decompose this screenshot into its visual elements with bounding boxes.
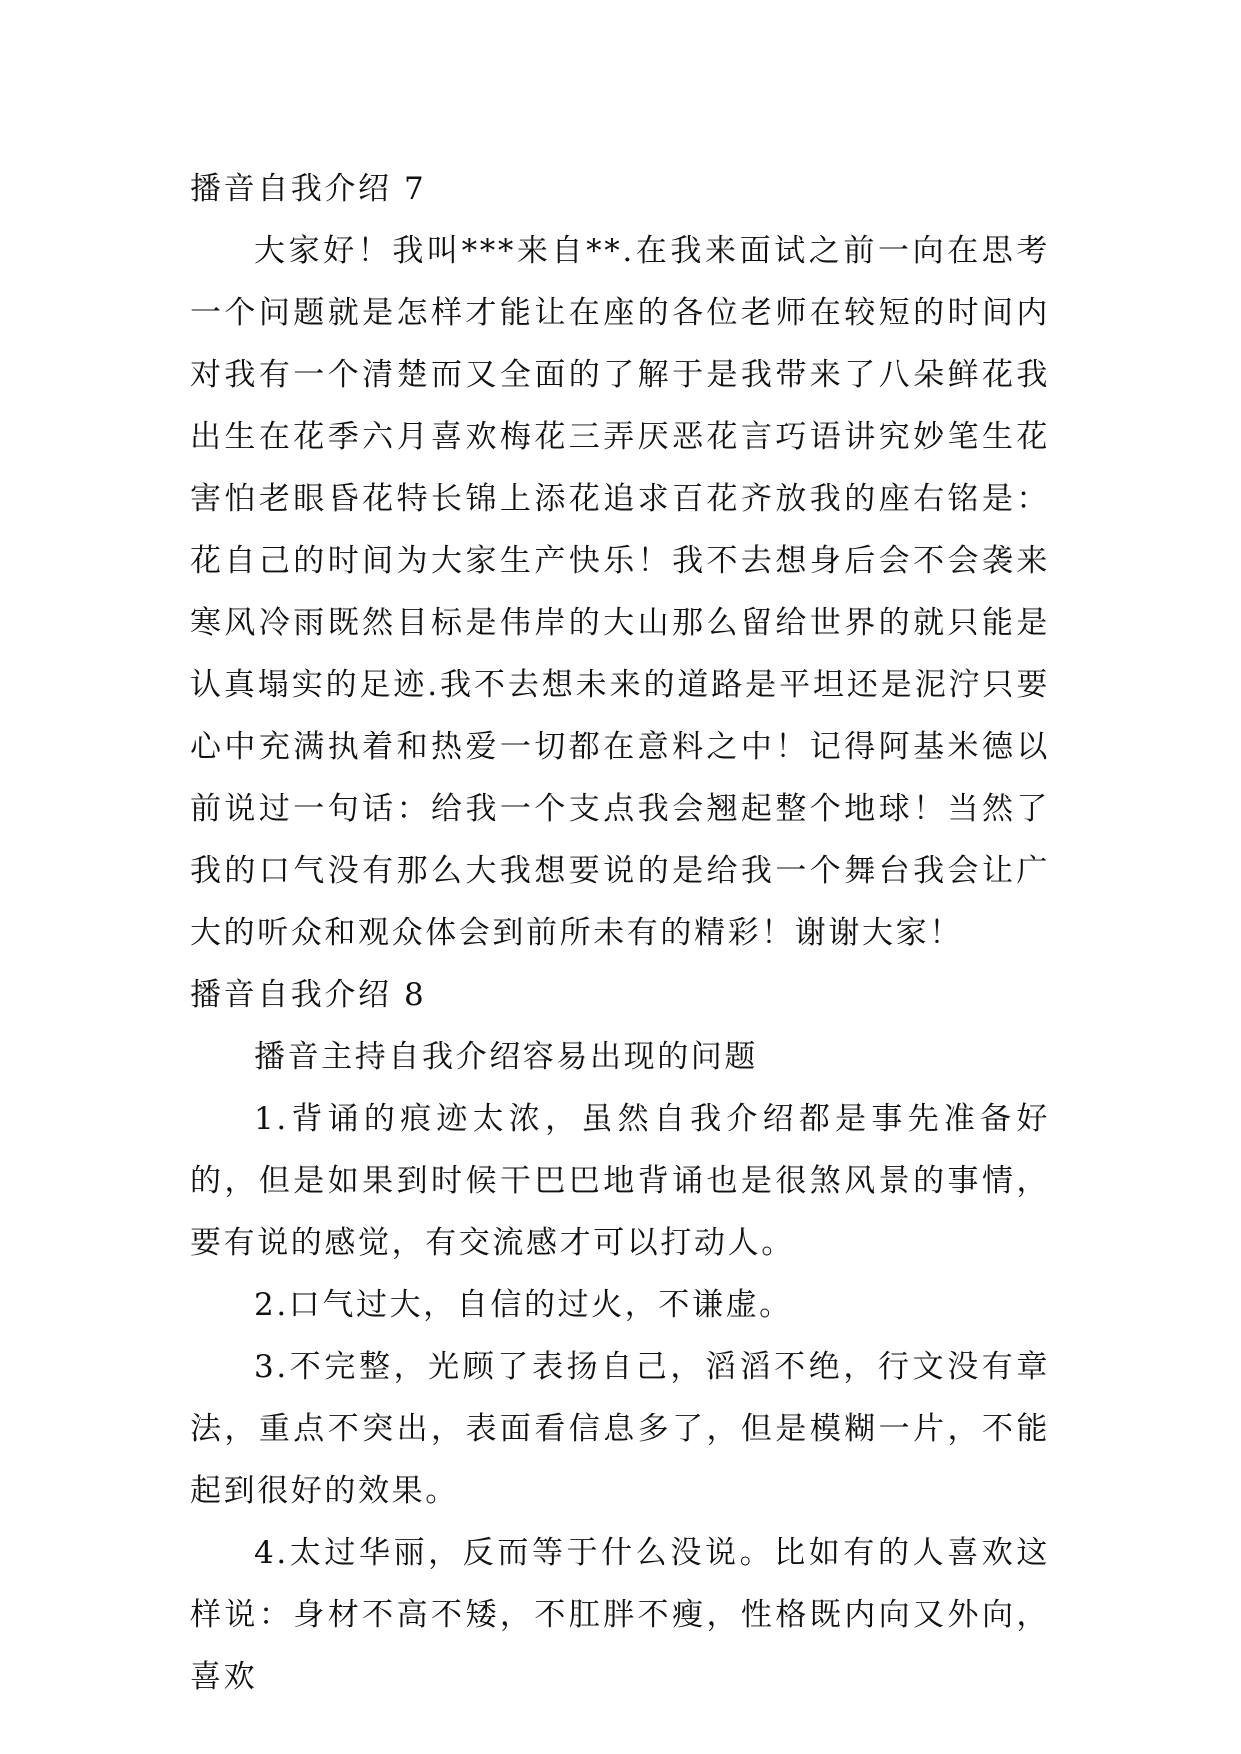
paragraph-problem-2: 2.口气过大，自信的过火，不谦虚。: [254, 1287, 793, 1323]
paragraph-problem-4: 4.太过华丽，反而等于什么没说。比如有的人喜欢这样说：身材不高不矮，不肛胖不瘦，性格既内向又外向，喜欢: [190, 1535, 1050, 1695]
document-body: [190, 158, 1050, 1708]
paragraph-problem-1: 1.背诵的痕迹太浓，虽然自我介绍都是事先准备好的，但是如果到时候干巴巴地背诵也是很煞风景的事情，要有说的感觉，有交流感才可以打动人。: [190, 1101, 1050, 1261]
paragraph-intro-7: 大家好！我叫***来自**.在我来面试之前一向在思考一个问题就是怎样才能让在座的各位老师在较短的时间内对我有一个清楚而又全面的了解于是我带来了八朵鲜花我出生在花季六月喜欢梅花三弄厌恶花言巧语讲究妙笔生花害怕老眼昏花特长锦上添花追求百花齐放我的座右铭是：花自己的时间为大家生产快乐！我不去想身后会不会袭来寒风冷雨既然目标是伟岸的大山那么留给世界的就只能是认真塌实的足迹.我不去想未来的道路是平坦还是泥泞只要心中充满执着和热爱一切都在意料之中！记得阿基米德以前说过一句话：给我一个支点我会翘起整个地球！当然了我的口气没有那么大我想要说的是给我一个舞台我会让广大的听众和观众体会到前所未有的精彩！谢谢大家！: [190, 233, 1050, 951]
paragraph-problem-3: 3.不完整，光顾了表扬自己，滔滔不绝，行文没有章法，重点不突出，表面看信息多了，但是模糊一片，不能起到很好的效果。: [190, 1349, 1050, 1509]
section-title-7: 播音自我介绍 7: [190, 171, 427, 207]
section-title-8: 播音自我介绍 8: [190, 977, 427, 1013]
paragraph-problems-heading: 播音主持自我介绍容易出现的问题: [254, 1039, 758, 1075]
